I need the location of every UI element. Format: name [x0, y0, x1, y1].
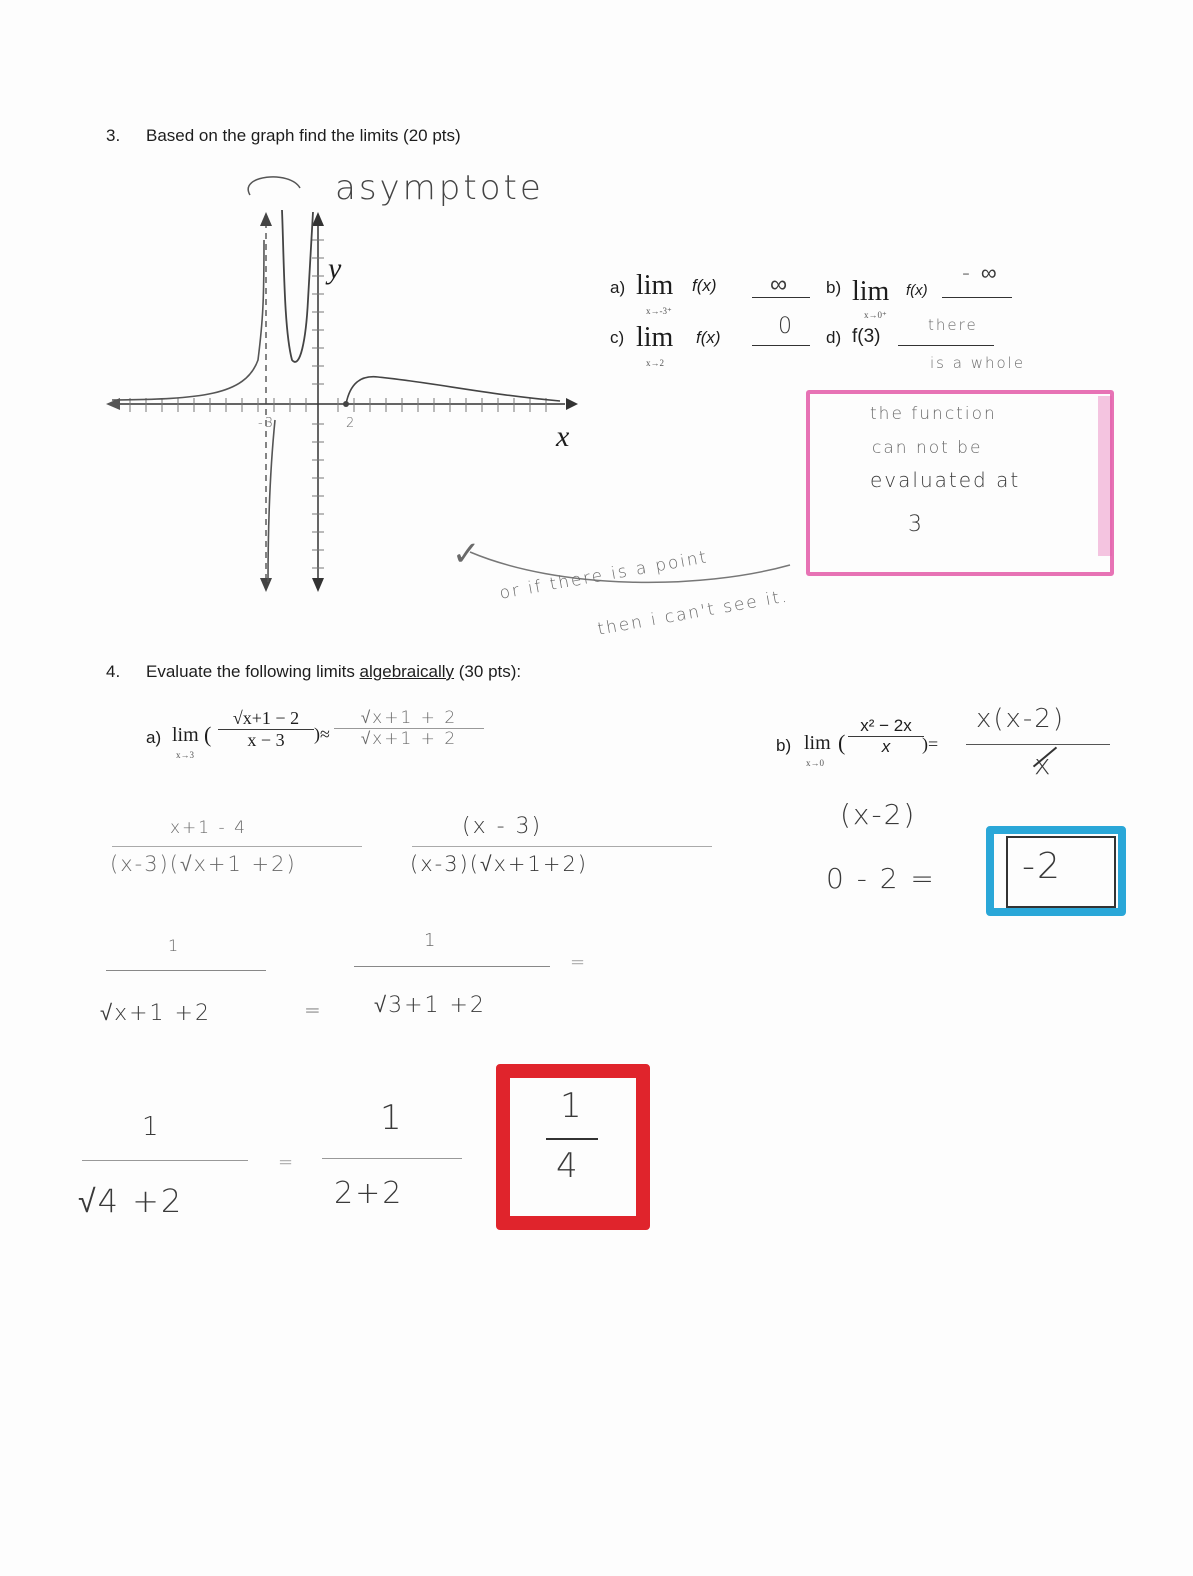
- q3b-lim: lim: [852, 276, 890, 307]
- q3b-sub: x→0⁺: [864, 310, 887, 320]
- q4a-step4-left-num: 1: [142, 1112, 161, 1142]
- asymptote-arrow-scribble: [248, 177, 300, 195]
- curve-right-branch: [346, 377, 560, 404]
- q3c-lim: lim: [636, 322, 674, 353]
- q4a-fraction: [218, 708, 314, 751]
- q4a-step2-den-right: (x-3)(√x+1+2): [410, 852, 589, 876]
- q3b-label: b): [826, 278, 842, 297]
- q4a-lim: lim: [172, 724, 199, 746]
- q4a-step3-left-den: √x+1 +2: [100, 1001, 211, 1026]
- q4a-step4-left-bar: [82, 1160, 248, 1161]
- side-note-check: ✓: [452, 534, 483, 574]
- q4b-denominator: x: [881, 737, 891, 756]
- asymptote-down-arrow: [260, 578, 272, 592]
- q4a-step2-den-left: (x-3)(√x+1 +2): [110, 852, 297, 876]
- q4a-step3-eq: =: [304, 998, 323, 1022]
- q4a-times: )≈: [314, 724, 330, 744]
- q4a-step3-trailing: =: [570, 952, 588, 973]
- q4b-sub: x→0: [806, 758, 824, 768]
- q4b-equals: )=: [922, 734, 939, 754]
- q4a-step2-num-right: (x - 3): [462, 814, 543, 839]
- q4-number: 4.: [106, 662, 121, 681]
- q4a-conj-num: √x+1 + 2: [360, 708, 458, 728]
- pink-note-box-edge: [1098, 396, 1112, 556]
- q4b-work-den: x: [1034, 748, 1053, 781]
- q4b-fraction: [848, 716, 924, 757]
- q3a-lim: lim: [636, 270, 674, 301]
- q4b-work-num: x(x-2): [976, 704, 1065, 734]
- q4b-label: b): [776, 736, 792, 755]
- q3b-answer: - ∞: [962, 261, 999, 286]
- q3d-answer-line: [898, 345, 994, 346]
- q3d-label: d): [826, 328, 842, 347]
- y-axis-up-arrow: [312, 212, 324, 226]
- q3a-sub: x→-3⁺: [646, 306, 672, 316]
- q4-prompt-post: (30 pts):: [454, 662, 522, 681]
- q4-prompt: [146, 662, 521, 682]
- q4a-step2-bar-right: [412, 846, 712, 847]
- q4a-conj-den: √x+1 + 2: [360, 729, 458, 749]
- q4a-step4-mid-bar: [322, 1158, 462, 1159]
- curve-left-branch: [112, 240, 264, 400]
- q4a-answer-bar: [546, 1138, 598, 1140]
- q4a-open-paren: (: [204, 722, 212, 747]
- q3c-answer: 0: [778, 314, 794, 339]
- asymptote-note: asymptote: [335, 168, 544, 208]
- tick-label-2: 2: [346, 416, 357, 431]
- q4b-work-bar: [966, 744, 1110, 745]
- curve-middle-u: [282, 210, 313, 362]
- q3-graph: [0, 0, 1193, 700]
- side-note-line2: then i can't see it.: [596, 586, 791, 640]
- q4b-answer: -2: [1022, 846, 1062, 887]
- q4a-step3-right-den: √3+1 +2: [374, 993, 486, 1018]
- q4-prompt-underlined: algebraically: [359, 662, 455, 681]
- q3d-answer-line2: is a whole: [930, 354, 1026, 372]
- q4a-sub: x→3: [176, 750, 194, 760]
- q4a-step4-mid-den: 2+2: [334, 1176, 404, 1211]
- q3c-answer-line: [752, 345, 810, 346]
- asymptote-up-arrow: [260, 212, 272, 226]
- curve-middle-lower: [268, 420, 275, 582]
- q4a-step3-right-num: 1: [424, 930, 438, 951]
- q3c-func: f(x): [696, 328, 721, 347]
- q4b-numerator: x² − 2x: [860, 716, 912, 735]
- y-axis-label: y: [328, 252, 342, 285]
- q4a-conjugate: [334, 708, 484, 749]
- q3c-label: c): [610, 328, 625, 347]
- q3d-answer-line1: there: [928, 316, 978, 334]
- q3b-func: f(x): [906, 282, 928, 299]
- pink-note-line3: evaluated at: [870, 468, 1021, 492]
- q3d-func: f(3): [852, 326, 881, 347]
- q3a-label: a): [610, 278, 626, 297]
- q3b-answer-line: [942, 297, 1012, 298]
- q4a-step4-left-den: √4 +2: [78, 1182, 184, 1220]
- y-axis-down-arrow: [312, 578, 324, 592]
- q4a-denominator: x − 3: [247, 730, 285, 750]
- q4a-step4-mid-num: 1: [380, 1098, 404, 1138]
- q4b-lim: lim: [804, 732, 831, 754]
- q4a-step2-bar-left: [112, 846, 362, 847]
- q4a-step4-eq: =: [278, 1152, 296, 1173]
- q4a-answer-num: 1: [560, 1086, 584, 1126]
- pink-note-line1: the function: [870, 404, 997, 424]
- q4-prompt-pre: Evaluate the following limits: [146, 662, 360, 681]
- pink-note-line4: 3: [908, 512, 924, 537]
- tick-label-minus-3: -3: [258, 416, 275, 431]
- x-axis-ticks: [130, 398, 546, 412]
- point-at-2: [343, 401, 349, 407]
- q3-prompt: Based on the graph find the limits (20 pts): [146, 126, 461, 145]
- q3-number: 3.: [106, 126, 121, 145]
- q4a-numerator: √x+1 − 2: [232, 708, 300, 728]
- q4b-open-paren: (: [838, 730, 846, 755]
- side-note-line1: or if there is a point: [498, 547, 710, 604]
- q4b-work-line2: (x-2): [840, 798, 917, 831]
- q4a-step2-num-left: x+1 - 4: [170, 818, 247, 838]
- x-axis-label: x: [556, 420, 570, 453]
- pink-note-line2: can not be: [872, 438, 983, 458]
- q4b-work-line3: 0 - 2 =: [826, 862, 936, 895]
- q3a-func: f(x): [692, 276, 717, 295]
- q4a-label: a): [146, 728, 162, 747]
- q4a-answer-den: 4: [556, 1146, 580, 1186]
- q4a-step3-left-num: 1: [168, 936, 181, 955]
- q4a-step3-right-bar: [354, 966, 550, 967]
- q4a-step3-left-bar: [106, 970, 266, 971]
- q3c-sub: x→2: [646, 358, 664, 368]
- x-axis-right-arrow: [566, 398, 578, 410]
- q3a-answer: ∞: [770, 270, 790, 298]
